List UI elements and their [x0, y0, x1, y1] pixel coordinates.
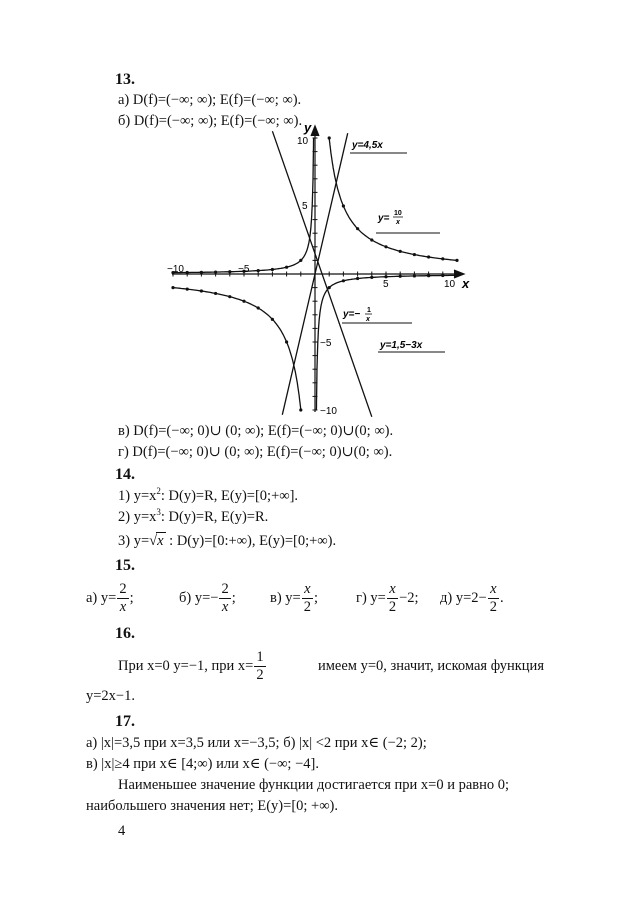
tick-x-10: 10	[444, 279, 456, 290]
heading-17: 17.	[115, 713, 135, 730]
answer-14-1-post: : D(y)=R, E(y)=[0;+∞].	[160, 488, 299, 504]
answer-15d-pre: д) y=2−	[440, 590, 487, 606]
answer-15a-post: ;	[129, 590, 134, 606]
answer-15d-den: 2	[489, 599, 497, 616]
curve-point	[441, 274, 444, 277]
curve-point	[455, 274, 458, 277]
label-hyp1-pre: y=−	[343, 309, 361, 320]
answer-14-2-pre: 2) y=x	[118, 509, 157, 525]
curve-point	[214, 292, 217, 295]
heading-16: 16.	[115, 625, 135, 642]
curve-point	[285, 340, 288, 343]
curve-point	[285, 266, 288, 269]
axis-label-y: y	[304, 120, 312, 135]
heading-13: 13.	[115, 71, 135, 88]
answer-15b-num: 2	[221, 581, 229, 598]
answer-15b-den: x	[221, 599, 229, 616]
curve-3	[173, 288, 301, 410]
answer-15g-den: 2	[388, 599, 397, 616]
curve-point	[342, 279, 345, 282]
curve-point	[200, 271, 203, 274]
answer-15v-num: x	[302, 581, 313, 599]
answer-14-3-post: : D(y)=[0:+∞), E(y)=[0;+∞).	[165, 533, 337, 549]
curve-point	[257, 269, 260, 272]
page-number: 4	[118, 823, 126, 839]
curve-point	[384, 275, 387, 278]
answer-17-line3: Наименьшее значение функции достигается при x=0 и равно 0;	[118, 777, 510, 793]
answer-15g-pre: г) y=	[356, 590, 386, 606]
heading-14: 14.	[115, 466, 135, 483]
answer-15g-num: x	[387, 581, 398, 599]
answer-15d-num: x	[488, 581, 499, 599]
answer-14-2-sup: 3	[156, 507, 161, 518]
answer-15v-pre: в) y=	[270, 590, 301, 606]
curve-point	[299, 259, 302, 262]
curve-point	[441, 257, 444, 260]
answer-14-3-pre: 3) y=	[118, 533, 150, 549]
answer-14-1-sup: 2	[156, 486, 161, 497]
answer-14-3	[118, 532, 336, 549]
answer-15v-post: ;	[313, 590, 319, 606]
answer-15g-post: −2;	[399, 590, 419, 606]
answer-13b: б) D(f)=(−∞; ∞); E(f)=(−∞; ∞).	[118, 113, 303, 129]
tick-y-10: 10	[297, 136, 309, 147]
curve-point	[228, 270, 231, 273]
answer-15d	[440, 580, 504, 616]
answer-15a-den: x	[119, 599, 127, 616]
tick-y-5: 5	[302, 201, 308, 212]
curve-point	[186, 288, 189, 291]
curve-point	[356, 277, 359, 280]
label-line-1-5-3x: y=1,5−3x	[380, 340, 423, 351]
answer-17-line2: в) |x|≥4 при x∈ [4;∞) или x∈ (−∞; −4].	[86, 756, 319, 772]
answer-17-line4: наибольшего значения нет; E(y)=[0; +∞).	[86, 798, 339, 814]
curve-point	[427, 274, 430, 277]
answer-16-line1	[118, 648, 544, 684]
curve-point	[257, 306, 260, 309]
answer-13a: а) D(f)=(−∞; ∞); E(f)=(−∞; ∞).	[118, 92, 302, 108]
curve-point	[271, 268, 274, 271]
y-axis-arrow	[311, 126, 319, 136]
answer-14-2	[118, 509, 268, 525]
answer-14-1	[118, 488, 298, 504]
curve-point	[171, 286, 174, 289]
axis-label-x: x	[462, 276, 470, 291]
curve-point	[228, 295, 231, 298]
heading-15: 15.	[115, 557, 135, 574]
answer-15b	[179, 580, 236, 616]
answer-14-1-pre: 1) y=x	[118, 488, 157, 504]
label-hyp1-num: 1	[367, 307, 371, 314]
curve-point	[356, 227, 359, 230]
curve-5	[173, 138, 314, 273]
curve-point	[384, 245, 387, 248]
answer-16-text2: имеем y=0, значит, искомая функция	[318, 658, 544, 674]
answer-13g: г) D(f)=(−∞; 0)∪ (0; ∞); E(f)=(−∞; 0)∪(0; ∞).	[118, 444, 393, 460]
tick-y-neg5: −5	[320, 338, 332, 349]
tick-x-neg10: −10	[167, 264, 184, 275]
curve-point	[370, 276, 373, 279]
curve-point	[413, 274, 416, 277]
answer-15b-post: ;	[231, 590, 236, 606]
answer-17-line1: а) |x|=3,5 при x=3,5 или x=−3,5; б) |x| <2 при x∈ (−2; 2);	[86, 735, 427, 751]
curve-point	[342, 204, 345, 207]
curve-point	[328, 286, 331, 289]
label-hyp10-pre: y=	[378, 213, 390, 224]
answer-15b-pre: б) y=−	[179, 590, 219, 606]
label-line-4-5x: y=4,5x	[352, 140, 383, 151]
curve-point	[455, 259, 458, 262]
answer-16-den: 2	[256, 667, 264, 684]
answer-15v-den: 2	[303, 599, 311, 616]
answer-14-2-post: : D(y)=R, E(y)=R.	[160, 509, 269, 525]
label-hyp1-den: x	[366, 316, 370, 323]
answer-16-num: 1	[256, 649, 264, 666]
curve-point	[328, 136, 331, 139]
answer-16-line2: y=2x−1.	[86, 688, 135, 704]
label-hyp10-den: x	[396, 219, 400, 226]
answer-13v: в) D(f)=(−∞; 0)∪ (0; ∞); E(f)=(−∞; 0)∪(0; ∞).	[118, 423, 394, 439]
curve-point	[370, 238, 373, 241]
answer-16-text1: При x=0 y=−1, при x=	[118, 658, 254, 674]
curve-point	[271, 318, 274, 321]
answer-15g	[356, 580, 419, 616]
curve-point	[200, 289, 203, 292]
tick-x-neg5: −5	[238, 264, 250, 275]
answer-15d-post: .	[499, 590, 504, 606]
tick-x-5: 5	[383, 279, 389, 290]
sqrt-radicand: x	[157, 533, 164, 549]
curve-point	[242, 300, 245, 303]
answer-15a	[86, 580, 134, 616]
sqrt-sign: √	[149, 533, 158, 549]
curve-point	[427, 255, 430, 258]
answer-15a-num: 2	[119, 581, 127, 598]
tick-y-neg10: −10	[320, 406, 337, 417]
curve-2	[329, 138, 457, 260]
curve-point	[413, 253, 416, 256]
answer-15v	[270, 580, 318, 616]
curve-point	[186, 271, 189, 274]
curve-point	[399, 250, 402, 253]
curve-point	[399, 275, 402, 278]
curve-point	[299, 408, 302, 411]
answer-15a-pre: а) y=	[86, 590, 117, 606]
label-hyp10-num: 10	[394, 210, 402, 217]
curve-point	[214, 270, 217, 273]
